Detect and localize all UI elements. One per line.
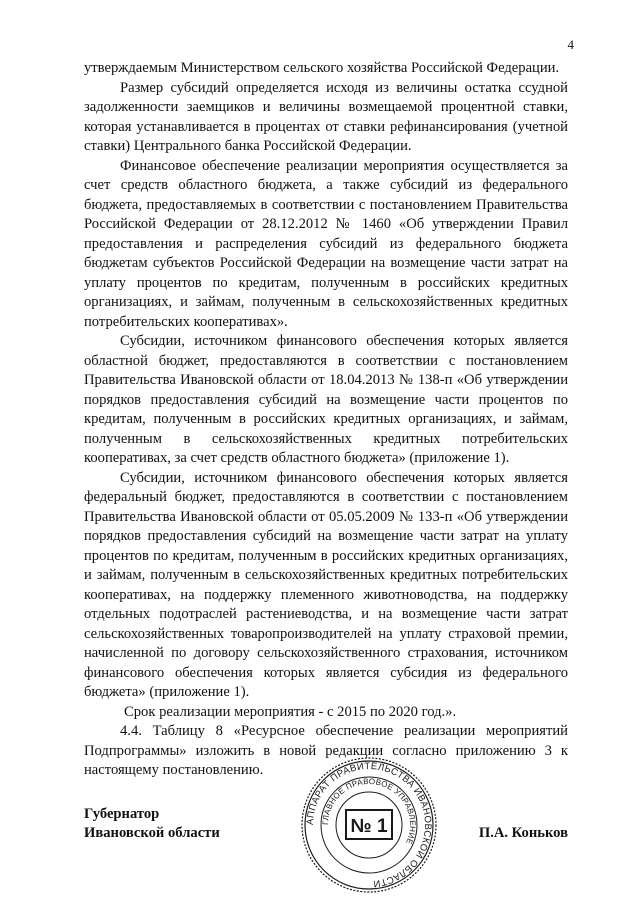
stamp-outer-text: АППАРАТ ПРАВИТЕЛЬСТВА ИВАНОВСКОЙ ОБЛАСТИ	[304, 760, 434, 889]
paragraph-term: Срок реализации мероприятия - с 2015 по 2020 год.».	[124, 703, 457, 720]
stamp-number: № 1	[350, 816, 388, 837]
page-number: 4	[567, 37, 574, 52]
paragraph-financing: Финансовое обеспечение реализации мероприятия осуществляется за счет средств областного бюджета, а также субсидий из федерального бюджета, предоставляемых в соответствии с постановлением Правительства Российской Федерации от 28.12.2012 № 1460 «Об утверждении Правил предоставления и распределения субсидий из федерального бюджета бюджетам субъектов Российской Федерации на возмещение части затрат на уплату процентов по кредитам, полученным в российских кредитных организациях, и займам, полученным в сельскохозяйственных кредитных потребительских кооперативах».	[84, 157, 568, 330]
signature-title-line1: Губернатор	[84, 806, 160, 822]
paragraph-continuation: утверждаемым Министерством сельского хозяйства Российской Федерации.	[84, 60, 560, 76]
signature-title-line2: Ивановской области	[84, 825, 220, 841]
document-body	[84, 59, 568, 781]
paragraph-regional-subsidies: Субсидии, источником финансового обеспечения которых является областной бюджет, предоставляются в соответствии с постановлением Правительства Ивановской области от 18.04.2013 № 138-п «Об утверждении порядков предоставления субсидий на возмещение части процентов по кредитам, полученным в российских кредитных организациях, и займам, полученным в сельскохозяйственных кредитных потребительских кооперативах, за счет средств областного бюджета» (приложение 1).	[84, 333, 568, 466]
signature-name: П.А. Коньков	[478, 825, 568, 841]
signature-title	[84, 805, 220, 843]
paragraph-subsidy-size: Размер субсидий определяется исходя из величины остатка ссудной задолженности заемщиков и величины возмещаемой процентной ставки, которая устанавливается в процентах от ставки рефинансирования (учетной ставки) Центрального банка Российской Федерации.	[84, 79, 568, 154]
paragraph-federal-subsidies: Субсидии, источником финансового обеспечения которых является федеральный бюджет, предоставляются в соответствии с постановлением Правительства Ивановской области от 05.05.2009 № 133-п «Об утверждении порядков предоставления субсидий на возмещение части затрат на уплату процентов по кредитам, полученным в российских кредитных организациях, и займам, полученным в сельскохозяйственных кредитных потребительских кооперативах, на поддержку племенного животноводства, на поддержку отдельных подотраслей растениеводства, и на возмещение части затрат сельскохозяйственных товаропроизводителей на уплату страховой премии, начисленной по договору сельскохозяйственного страхования, источником финансового обеспечения которых является субсидия из федерального бюджета» (приложение 1).	[84, 469, 568, 700]
official-stamp	[290, 755, 448, 895]
paragraph-table-8: 4.4. Таблицу 8 «Ресурсное обеспечение реализации мероприятий Подпрограммы» изложить в новой редакции согласно приложению 3 к настоящему постановлению.	[84, 723, 568, 778]
stamp-inner-text: ГЛАВНОЕ ПРАВОВОЕ УПРАВЛЕНИЕ	[320, 776, 418, 846]
